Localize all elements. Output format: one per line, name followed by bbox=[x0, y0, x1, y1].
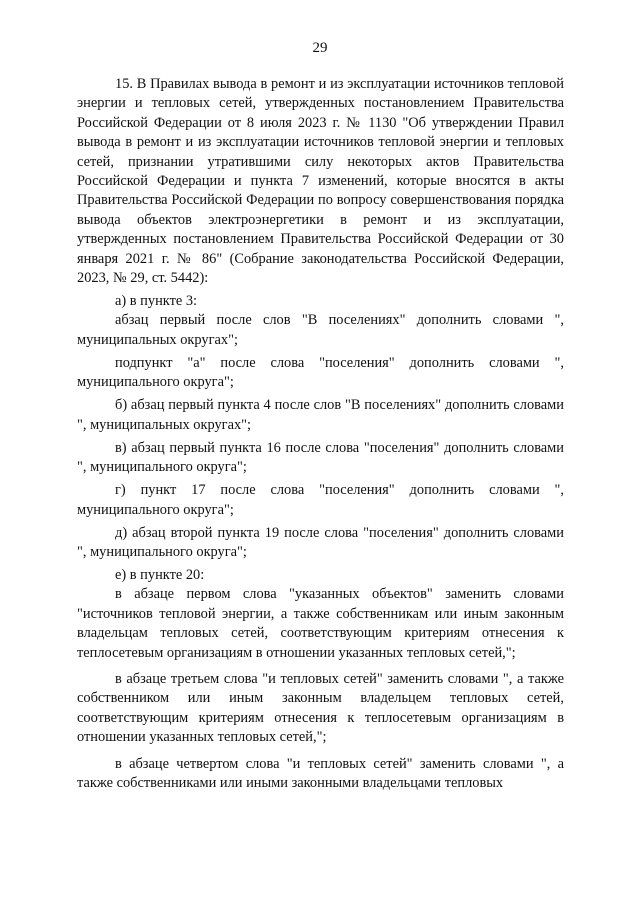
page-number: 29 bbox=[312, 40, 328, 56]
paragraph-item-a-heading: а) в пункте 3: bbox=[115, 293, 198, 310]
paragraph-item-a-second: подпункт "а" после слова "поселения" дополнить словами ", муниципального округа"; bbox=[77, 354, 564, 391]
paragraph-item-v: в) абзац первый пункта 16 после слова "поселения" дополнить словами ", муниципального округа"; bbox=[77, 439, 564, 476]
paragraph-item-e-first: в абзаце первом слова "указанных объектов" заменить словами "источников тепловой энергии, а также собственникам или иным законным владельцам тепловых сетей, соответствующим критериям отнесения к теплосетевым организациям в отношении указанных тепловых сетей,"; bbox=[77, 586, 564, 661]
paragraph-item-a-first: абзац первый после слов "В поселениях" дополнить словами ", муниципальных округах"; bbox=[77, 312, 564, 348]
paragraph-preamble: 15. В Правилах вывода в ремонт и из эксплуатации источников тепловой энергии и тепловых сетей, утвержденных постановлением Правительства Российской Федерации от 8 июля 2023 г. № 1130 "Об утверждении Правил вывода в ремонт и из эксплуатации источников тепловой энергии и тепловых сетей, признании утратившими силу некоторых актов Правительства Российской Федерации и пункта 7 изменений, которые вносятся в акты Правительства Российской Федерации по вопросу совершенствования порядка вывода объектов электроэнергетики в ремонт и из эксплуатации, утвержденных постановлением Правительства Российской Федерации от 30 января 2021 г. № 86" (Собрание законодательства Российской Федерации, 2023, № 29, ст. 5442): bbox=[77, 76, 564, 287]
paragraph-item-d: д) абзац второй пункта 19 после слова "поселения" дополнить словами ", муниципального округа"; bbox=[77, 524, 564, 560]
paragraph-item-e-fourth: в абзаце четвертом слова "и тепловых сетей" заменить словами ", а также собственниками или иными законными владельцами тепловых bbox=[77, 755, 564, 791]
paragraph-item-e-heading: е) в пункте 20: bbox=[115, 566, 205, 583]
paragraph-item-e-third: в абзаце третьем слова "и тепловых сетей" заменить словами ", а также собственником или иным законным владельцем тепловых сетей, соответствующим критериям отнесения к теплосетевым организациям в отношении указанных тепловых сетей,"; bbox=[77, 670, 564, 746]
paragraph-item-b: б) абзац первый пункта 4 после слов "В поселениях" дополнить словами ", муниципальных округах"; bbox=[77, 397, 564, 433]
paragraph-item-g: г) пункт 17 после слова "поселения" дополнить словами ", муниципального округа"; bbox=[77, 482, 564, 518]
document-body bbox=[77, 75, 564, 797]
